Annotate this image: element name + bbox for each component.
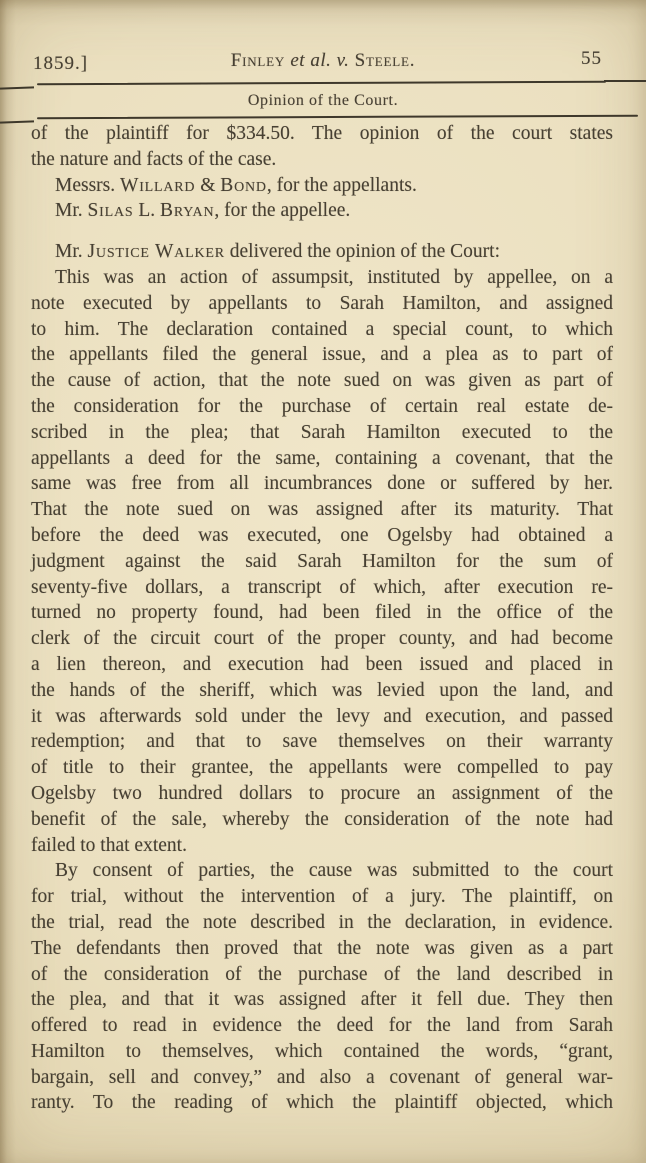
paragraph: [31, 173, 613, 199]
rule-dash-left: [0, 120, 34, 123]
text-line: The defendants then proved that the note was given as a part: [31, 937, 613, 959]
text-run: &: [195, 174, 221, 196]
text-line: redemption; and that to save themselves on their warranty: [31, 731, 613, 753]
text-line: a lien thereon, and execution had been issued and placed in: [31, 653, 613, 675]
text-line: ranty. To the reading of which the plaintiff objected, which: [31, 1092, 613, 1114]
text-run: Messrs.: [55, 174, 121, 196]
text-line: turned no property found, had been filed in the office of the: [31, 602, 613, 624]
small-caps-name: Willard: [120, 174, 196, 196]
text-line: to him. The declaration contained a special count, to which: [31, 318, 613, 340]
paragraph: [31, 858, 613, 1116]
text-line: offered to read in evidence the deed for the land from Sarah: [31, 1015, 613, 1037]
text-run: , for the appellee.: [214, 200, 351, 222]
text-line: the appellants filed the general issue, and a plea as to part of: [31, 344, 613, 366]
running-head: Opinion of the Court.: [247, 92, 399, 109]
text-line: of the consideration of the purchase of the land described in: [31, 963, 613, 985]
text-line: of title to their grantee, the appellants were compelled to pay: [31, 757, 613, 779]
text-line: the plea, and that it was assigned after it fell due. They then: [31, 989, 613, 1011]
paragraph: [31, 121, 613, 173]
text-line: the consideration for the purchase of certain real estate de-: [31, 395, 613, 417]
text-line: Ogelsby two hundred dollars to procure an assignment of the: [31, 782, 613, 804]
text-line: seventy-five dollars, a transcript of which, after execution re-: [31, 576, 613, 598]
text-line: [31, 198, 613, 224]
text-line: same was free from all incumbrances done or suffered by her.: [31, 473, 613, 495]
rule-dash-right: [604, 80, 646, 82]
text-run: Mr.: [55, 241, 88, 263]
text-line: benefit of the sale, whereby the consideration of the note had: [31, 808, 613, 830]
text-line: the nature and facts of the case.: [31, 148, 277, 170]
paragraph: [31, 239, 613, 265]
small-caps-name: Finley: [230, 50, 286, 71]
text-line: scribed in the plea; that Sarah Hamilton executed to the: [31, 421, 613, 443]
text-run: L.: [133, 200, 161, 222]
text-line: the cause of action, that the note sued on was given as part of: [31, 370, 613, 392]
small-caps-name: Bryan: [160, 200, 215, 222]
opinion-text: [31, 121, 613, 1116]
rule-line: [37, 81, 606, 85]
small-caps-name: Bond: [220, 174, 267, 196]
text-line: clerk of the circuit court of the proper county, and had become: [31, 628, 613, 650]
text-run: et al. v.: [290, 50, 350, 71]
page-header: [0, 50, 646, 76]
text-line: before the deed was executed, one Ogelsby had obtained a: [31, 524, 613, 546]
text-line: appellants a deed for the same, containing a covenant, that the: [31, 447, 613, 469]
text-line: the hands of the sheriff, which was levied upon the land, and: [31, 679, 613, 701]
text-run: delivered the opinion of the Court:: [224, 241, 501, 263]
small-caps-name: Justice Walker: [87, 241, 225, 263]
text-line: failed to that extent.: [31, 834, 187, 856]
text-line: the trial, read the note described in the declaration, in evidence.: [31, 911, 613, 933]
page-number: 55: [581, 48, 602, 69]
text-line: for trial, without the intervention of a jury. The plaintiff, on: [31, 886, 613, 908]
year-label: 1859.]: [33, 53, 89, 74]
text-line: judgment against the said Sarah Hamilton for the sum of: [31, 550, 613, 572]
small-caps-name: Steele.: [354, 50, 416, 71]
text-line: bargain, sell and convey,” and also a covenant of general war-: [31, 1066, 613, 1088]
text-line: [31, 173, 613, 199]
rule-dash-left: [0, 86, 34, 89]
text-line: [31, 239, 613, 265]
paragraph: [31, 198, 613, 224]
text-line: Hamilton to themselves, which contained the words, “grant,: [31, 1040, 613, 1062]
small-caps-name: Silas: [87, 200, 134, 222]
text-line: of the plaintiff for $334.50. The opinion of the court states: [31, 123, 613, 144]
header-rule-top: [0, 78, 646, 90]
case-title: [0, 50, 646, 72]
paragraph: [31, 265, 613, 858]
text-run: Mr.: [55, 200, 88, 222]
text-line: note executed by appellants to Sarah Hamilton, and assigned: [31, 292, 613, 314]
text-run: , for the appellants.: [266, 174, 417, 196]
text-line: it was afterwards sold under the levy and execution, and passed: [31, 705, 613, 727]
text-line: That the note sued on was assigned after its maturity. That: [31, 499, 613, 521]
text-line: This was an action of assumpsit, instituted by appellee, on a: [55, 266, 613, 288]
text-line: By consent of parties, the cause was submitted to the court: [55, 860, 613, 882]
rule-line: [37, 115, 638, 120]
